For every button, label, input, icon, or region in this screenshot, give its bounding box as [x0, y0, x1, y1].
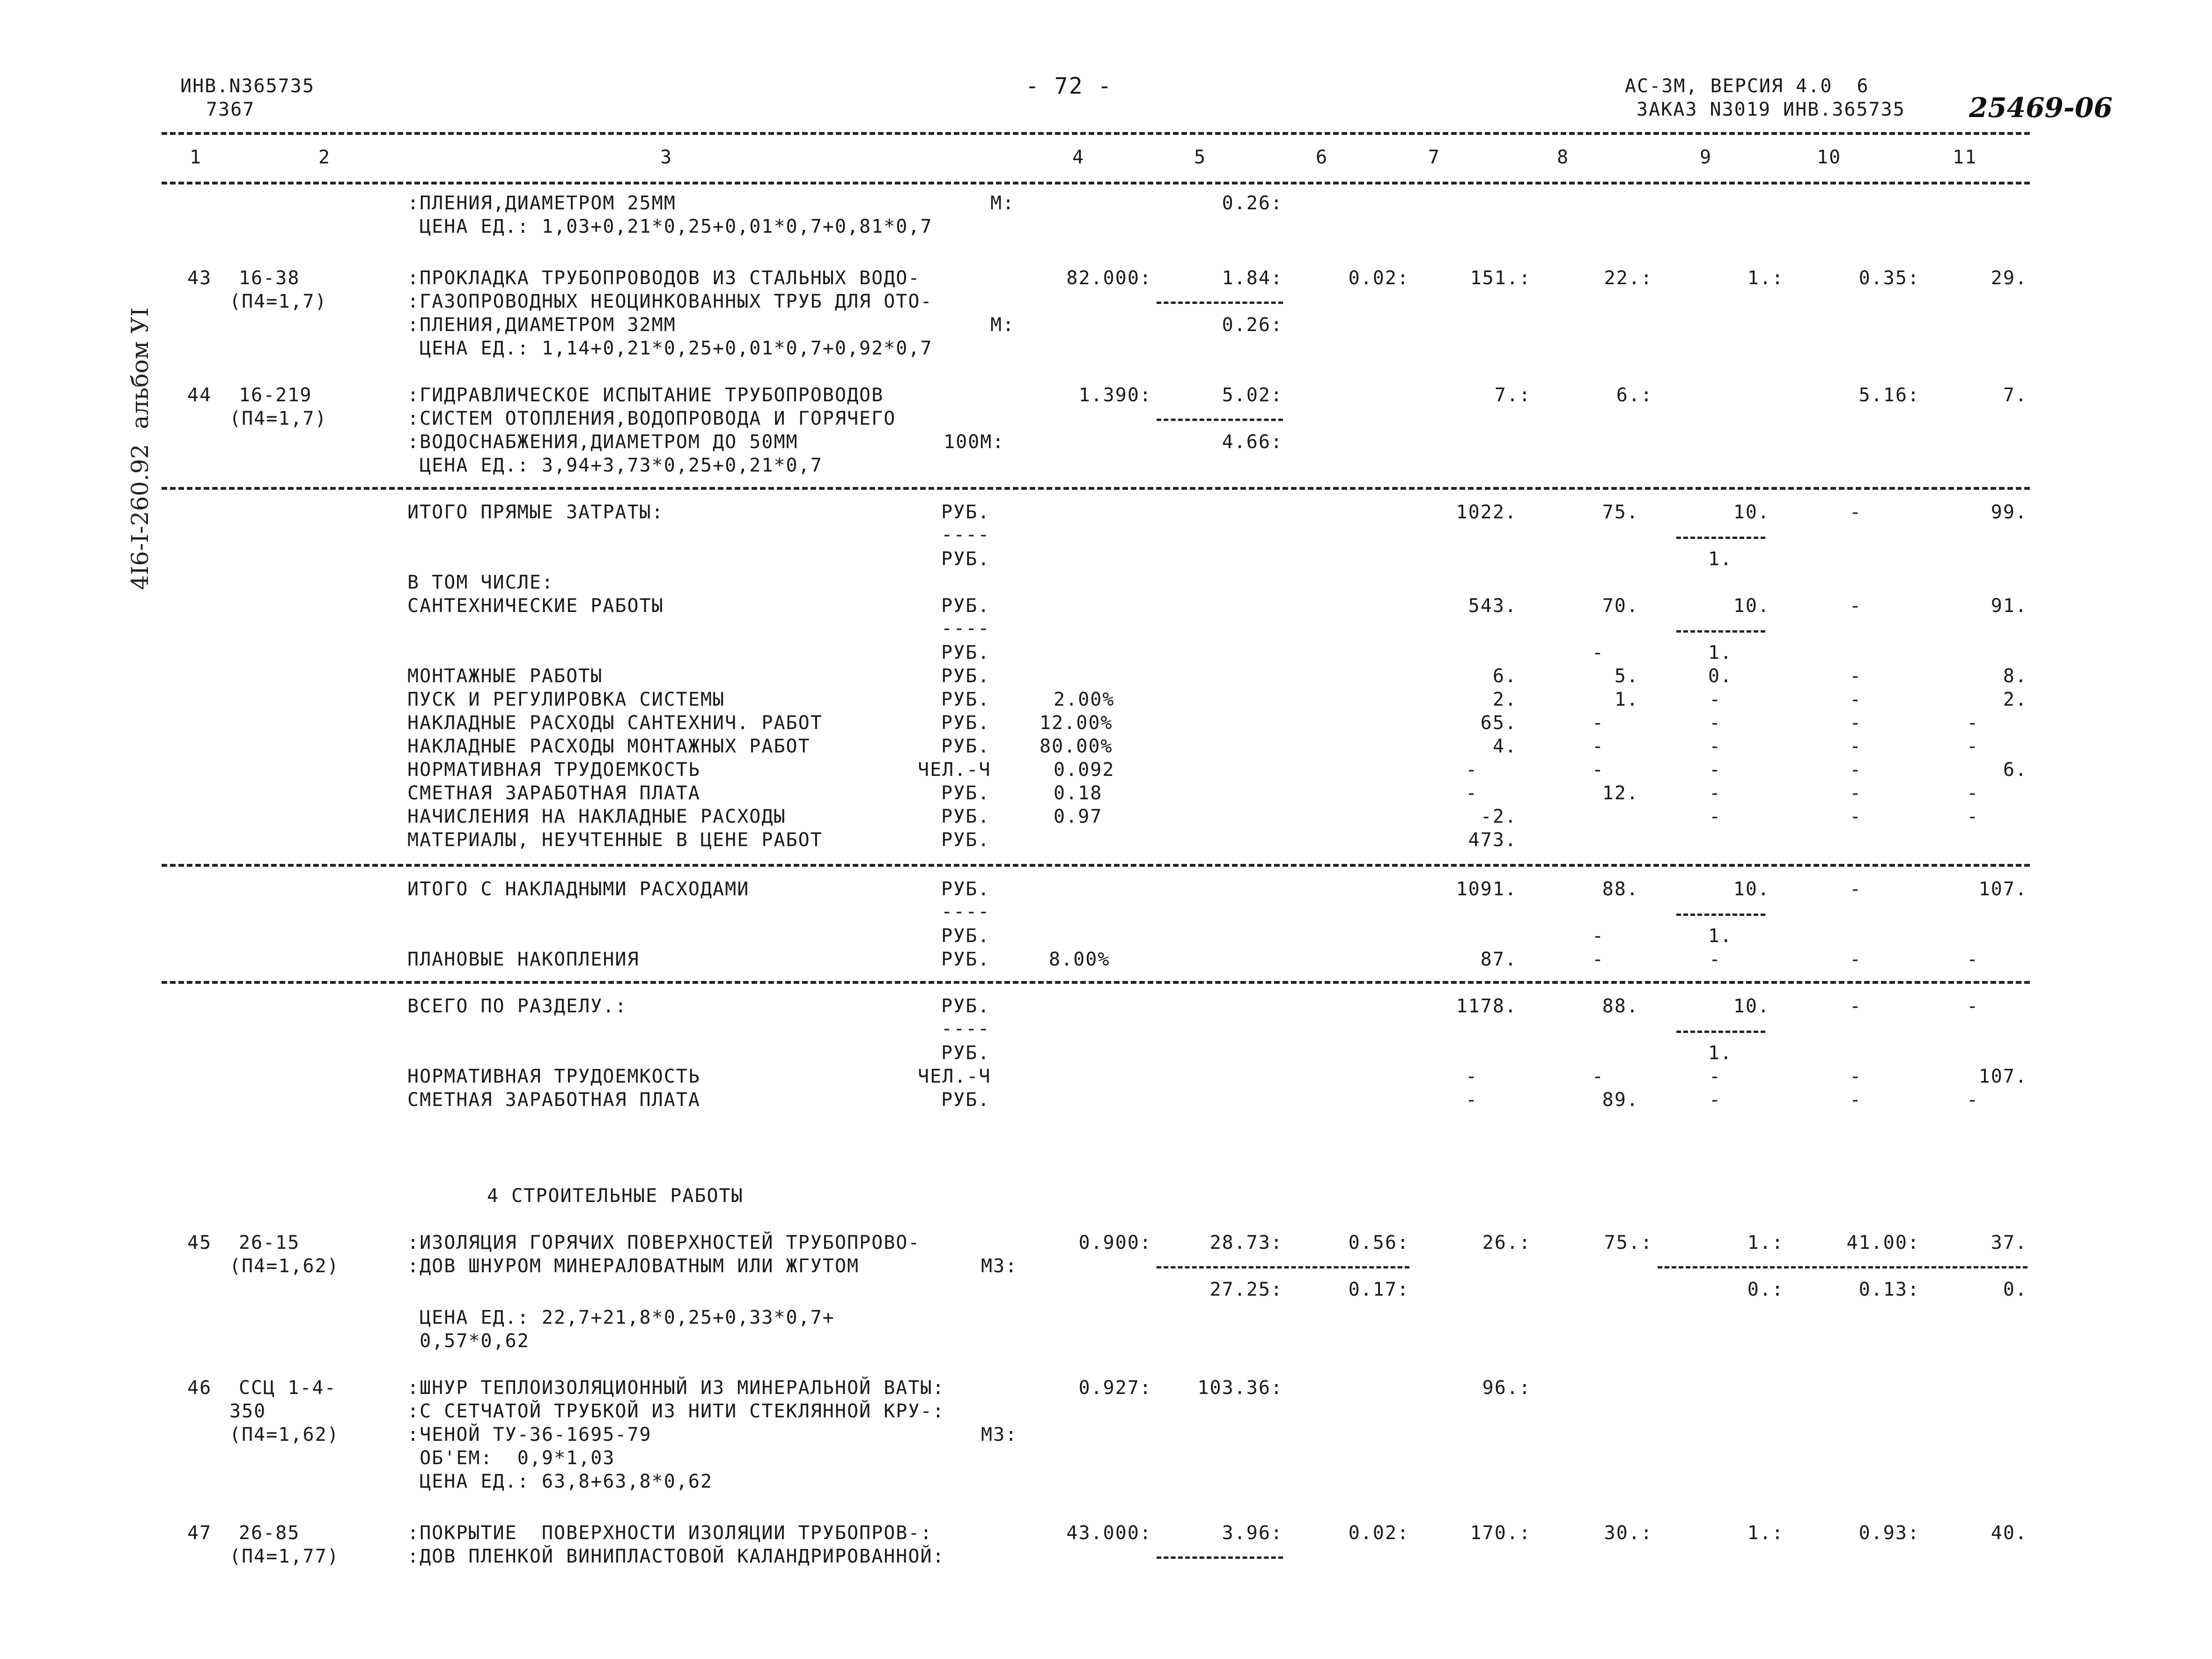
cell-col9b: 1.	[1708, 1042, 1733, 1064]
total-unit: РУБ.	[941, 548, 990, 570]
total-unit-dash: ----	[941, 901, 990, 922]
total-direct-label: ИТОГО ПРЯМЫЕ ЗАТРАТЫ:	[407, 501, 664, 523]
cell-col10: 5.16:	[1858, 384, 1920, 406]
cell-col7: 473.	[1468, 829, 1517, 851]
item-unit: М:	[990, 314, 1015, 336]
order-number: ЗАКАЗ N3019 ИНВ.365735	[1637, 99, 1905, 120]
cell-col10: -	[1850, 689, 1862, 710]
cell-col8: 88.	[1602, 878, 1639, 900]
line-label: СМЕТНАЯ ЗАРАБОТНАЯ ПЛАТА	[407, 782, 700, 804]
item-price: ЦЕНА ЕД.: 3,94+3,73*0,25+0,21*0,7	[407, 455, 823, 476]
cell-col7: 543.	[1468, 595, 1517, 617]
cell-col8: 12.	[1602, 782, 1639, 804]
cell-col7: 151.:	[1470, 267, 1531, 289]
cell-col8: -	[1592, 925, 1605, 947]
cell-col9: -	[1709, 689, 1722, 710]
cell-col9: -	[1709, 736, 1722, 757]
cell-col10: -	[1850, 665, 1862, 687]
section-total-label: ВСЕГО ПО РАЗДЕЛУ.:	[407, 995, 627, 1017]
item-description: :ПЛЕНИЯ,ДИАМЕТРОМ 25ММ	[407, 192, 676, 214]
item-code: 26-15	[239, 1232, 300, 1253]
total-unit: РУБ.	[941, 995, 990, 1017]
cell-col7: 4.	[1492, 736, 1517, 757]
item-code: ССЦ 1-4-	[239, 1377, 337, 1399]
total-unit-dash: ----	[941, 618, 990, 639]
cell-col10: 41.00:	[1846, 1232, 1920, 1253]
cell-col5: 5.02:	[1222, 384, 1283, 406]
cell-col11: 2.	[2003, 689, 2028, 710]
total-unit: РУБ.	[941, 642, 990, 664]
item-code: 16-38	[239, 267, 300, 289]
item-price: ЦЕНА ЕД.: 1,03+0,21*0,25+0,01*0,7+0,81*0,7	[407, 216, 933, 237]
cell-col8: 88.	[1602, 995, 1639, 1017]
cell-col9: 10.	[1733, 878, 1770, 900]
section-norm-label: НОРМАТИВНАЯ ТРУДОЕМКОСТЬ	[407, 1066, 700, 1087]
cell-col10: -	[1850, 995, 1862, 1017]
cell-col8: 22.:	[1604, 267, 1653, 289]
total-overhead-label: ИТОГО С НАКЛАДНЫМИ РАСХОДАМИ	[407, 878, 750, 900]
including-label: В ТОМ ЧИСЛЕ:	[407, 572, 554, 593]
item-description: :ВОДОСНАБЖЕНИЯ,ДИАМЕТРОМ ДО 50ММ	[407, 431, 798, 453]
item-code: 16-219	[239, 384, 312, 406]
item-description: :ДОВ ПЛЕНКОЙ ВИНИПЛАСТОВОЙ КАЛАНДРИРОВАННОЙ:	[407, 1546, 945, 1567]
item-unit: М3:	[981, 1424, 1018, 1445]
cell-col9b: 1.	[1708, 548, 1733, 570]
cell-col10: -	[1850, 595, 1862, 617]
cell-col11: 8.	[2003, 665, 2028, 687]
line-unit: РУБ.	[941, 689, 990, 710]
item-description: :ГИДРАВЛИЧЕСКОЕ ИСПЫТАНИЕ ТРУБОПРОВОДОВ	[407, 384, 884, 406]
cell-col8b: -	[1592, 642, 1605, 664]
column-header: 7	[1428, 147, 1441, 168]
cell-col10: -	[1850, 759, 1862, 781]
cell-col4: 0.927:	[1078, 1377, 1152, 1399]
line-label: МОНТАЖНЫЕ РАБОТЫ	[407, 665, 603, 687]
cell-col8: 75.	[1602, 501, 1639, 523]
cell-col8: -	[1592, 736, 1605, 757]
item-number: 45	[187, 1232, 212, 1253]
item-number: 43	[187, 267, 212, 289]
line-unit: РУБ.	[941, 736, 990, 757]
line-label: ПУСК И РЕГУЛИРОВКА СИСТЕМЫ	[407, 689, 725, 710]
item-price: ЦЕНА ЕД.: 22,7+21,8*0,25+0,33*0,7+	[407, 1307, 835, 1328]
section-wage-label: СМЕТНАЯ ЗАРАБОТНАЯ ПЛАТА	[407, 1089, 700, 1111]
cell-divider	[1157, 1266, 1409, 1268]
cell-col7: 1091.	[1456, 878, 1517, 900]
cell-col8: 1.	[1614, 689, 1639, 710]
item-description: :ПОКРЫТИЕ ПОВЕРХНОСТИ ИЗОЛЯЦИИ ТРУБОПРОВ-:	[407, 1522, 933, 1544]
cell-col10: -	[1850, 949, 1862, 970]
total-unit-dash: ----	[941, 524, 990, 546]
section-rule	[162, 981, 2030, 984]
page-number: - 72 -	[1025, 73, 1113, 99]
cell-col7: 2.	[1492, 689, 1517, 710]
item-description: :ПЛЕНИЯ,ДИАМЕТРОМ 32ММ	[407, 314, 676, 336]
cell-divider	[1157, 1556, 1283, 1559]
cell-col9: -	[1709, 949, 1722, 970]
item-description: :ИЗОЛЯЦИЯ ГОРЯЧИХ ПОВЕРХНОСТЕЙ ТРУБОПРОВО-	[407, 1232, 921, 1253]
column-header: 9	[1700, 147, 1712, 168]
column-header: 2	[318, 147, 331, 168]
cell-col9: 0.	[1708, 665, 1733, 687]
cell-col8: 89.	[1602, 1089, 1639, 1111]
handwritten-code: 25469-06	[1969, 92, 2113, 124]
cell-col9b: 0.:	[1747, 1279, 1784, 1300]
item-code: 350	[229, 1401, 266, 1422]
header-rule	[162, 132, 2030, 135]
item-number: 47	[187, 1522, 212, 1544]
total-unit: РУБ.	[941, 1089, 990, 1111]
cell-col9: 10.	[1733, 595, 1770, 617]
cell-col9b: 1.	[1708, 642, 1733, 664]
cell-col4: 80.00%	[1040, 736, 1113, 757]
cell-col6: 0.02:	[1348, 1522, 1409, 1544]
cell-col5: 1.84:	[1222, 267, 1283, 289]
cell-divider	[1658, 1266, 2028, 1268]
cell-col10: -	[1850, 501, 1862, 523]
cell-col9: -	[1709, 806, 1722, 827]
cell-col6b: 0.17:	[1348, 1279, 1409, 1300]
item-unit: М3:	[981, 1255, 1018, 1277]
column-header: 4	[1072, 147, 1085, 168]
item-coefficient: (П4=1,7)	[229, 291, 327, 312]
item-description: :ЧЕНОЙ ТУ-36-1695-79	[407, 1424, 652, 1445]
line-unit: РУБ.	[941, 806, 990, 827]
line-label: МАТЕРИАЛЫ, НЕУЧТЕННЫЕ В ЦЕНЕ РАБОТ	[407, 829, 823, 851]
planned-label: ПЛАНОВЫЕ НАКОПЛЕНИЯ	[407, 949, 640, 970]
line-label: НОРМАТИВНАЯ ТРУДОЕМКОСТЬ	[407, 759, 700, 781]
item-number: 44	[187, 384, 212, 406]
cell-col9b: 1.	[1708, 925, 1733, 947]
cell-col4: 0.18	[1054, 782, 1103, 804]
item-price: ЦЕНА ЕД.: 1,14+0,21*0,25+0,01*0,7+0,92*0,7	[407, 338, 933, 359]
column-header: 11	[1953, 147, 1977, 168]
cell-col7: -	[1466, 1066, 1478, 1087]
column-header: 6	[1316, 147, 1328, 168]
cell-col10: -	[1850, 878, 1862, 900]
item-coefficient: (П4=1,62)	[229, 1255, 339, 1277]
item-number: 46	[187, 1377, 212, 1399]
total-unit: РУБ.	[941, 595, 990, 617]
total-unit: РУБ.	[941, 925, 990, 947]
cell-col9: -	[1709, 782, 1722, 804]
inventory-number-2: 7367	[206, 99, 255, 120]
cell-col9: 1.:	[1747, 1232, 1784, 1253]
cell-col11: -	[1967, 782, 1979, 804]
section-title: 4 СТРОИТЕЛЬНЫЕ РАБОТЫ	[487, 1185, 744, 1207]
item-coefficient: (П4=1,77)	[229, 1546, 339, 1567]
cell-col8: -	[1592, 759, 1605, 781]
line-unit: ЧЕЛ.-Ч	[918, 759, 991, 781]
item-volume: ОБ'ЕМ: 0,9*1,03	[407, 1447, 615, 1469]
cell-divider	[1676, 537, 1765, 539]
item-price: 0,57*0,62	[407, 1330, 530, 1352]
cell-col8: -	[1592, 712, 1605, 734]
section-rule	[162, 864, 2030, 867]
column-header-rule	[162, 182, 2030, 184]
cell-col11: -	[1967, 806, 1979, 827]
cell-col11: -	[1967, 995, 1979, 1017]
cell-col8: 6.:	[1616, 384, 1653, 406]
cell-divider	[1676, 1031, 1765, 1033]
cell-col8: 30.:	[1604, 1522, 1653, 1544]
total-unit: ЧЕЛ.-Ч	[918, 1066, 991, 1087]
cell-col10: 0.93:	[1858, 1522, 1920, 1544]
cell-col7: -2.	[1480, 806, 1517, 827]
cell-col7: 87.	[1480, 949, 1517, 970]
cell-col10: -	[1850, 806, 1862, 827]
cell-col5: 0.26:	[1222, 192, 1283, 214]
cell-col5: 3.96:	[1222, 1522, 1283, 1544]
cell-col5: 28.73:	[1209, 1232, 1283, 1253]
cell-col11: 91.	[1991, 595, 2028, 617]
cell-col4: 2.00%	[1054, 689, 1115, 710]
cell-col9: -	[1709, 1089, 1722, 1111]
cell-col11: -	[1967, 712, 1979, 734]
item-coefficient: (П4=1,7)	[229, 408, 327, 429]
column-header: 3	[660, 147, 673, 168]
cell-col7: 65.	[1480, 712, 1517, 734]
cell-col4: 12.00%	[1040, 712, 1113, 734]
line-unit: РУБ.	[941, 829, 990, 851]
cell-col4: 0.900:	[1078, 1232, 1152, 1253]
cell-col9: 10.	[1733, 501, 1770, 523]
cell-col11: 40.	[1991, 1522, 2028, 1544]
cell-col4: 82.000:	[1066, 267, 1152, 289]
cell-divider	[1157, 419, 1283, 421]
item-description: :СИСТЕМ ОТОПЛЕНИЯ,ВОДОПРОВОДА И ГОРЯЧЕГО	[407, 408, 896, 429]
item-description: :С СЕТЧАТОЙ ТРУБКОЙ ИЗ НИТИ СТЕКЛЯННОЙ КРУ-:	[407, 1401, 945, 1422]
cell-col5b: 4.66:	[1222, 431, 1283, 453]
item-description: :ШНУР ТЕПЛОИЗОЛЯЦИОННЫЙ ИЗ МИНЕРАЛЬНОЙ ВАТЫ:	[407, 1377, 945, 1399]
cell-col9: -	[1709, 1066, 1722, 1087]
line-unit: РУБ.	[941, 665, 990, 687]
plumbing-label: САНТЕХНИЧЕСКИЕ РАБОТЫ	[407, 595, 664, 617]
cell-col4: 0.97	[1054, 806, 1103, 827]
cell-col9: 10.	[1733, 995, 1770, 1017]
inventory-number: ИНВ.N365735	[180, 75, 315, 97]
cell-col11: 7.	[2003, 384, 2028, 406]
cell-col7: 96.:	[1482, 1377, 1531, 1399]
item-description: :ГАЗОПРОВОДНЫХ НЕОЦИНКОВАННЫХ ТРУБ ДЛЯ ОТО-	[407, 291, 933, 312]
column-header: 5	[1194, 147, 1207, 168]
column-header: 1	[190, 147, 202, 168]
album-side-label: 4I6-I-260.92 альбом УI	[126, 307, 154, 590]
line-label: НАКЛАДНЫЕ РАСХОДЫ МОНТАЖНЫХ РАБОТ	[407, 736, 811, 757]
cell-col5b: 27.25:	[1209, 1279, 1283, 1300]
cell-col10: -	[1850, 782, 1862, 804]
item-unit: 100М:	[944, 431, 1005, 453]
cell-col8: -	[1592, 1066, 1605, 1087]
total-unit-dash: ----	[941, 1018, 990, 1040]
item-price: ЦЕНА ЕД.: 63,8+63,8*0,62	[407, 1471, 713, 1492]
cell-col8: 5.	[1614, 665, 1639, 687]
cell-col4: 8.00%	[1049, 949, 1110, 970]
cell-col11: -	[1967, 949, 1979, 970]
item-code: 26-85	[239, 1522, 300, 1544]
cell-col8: 70.	[1602, 595, 1639, 617]
cell-col7: 1022.	[1456, 501, 1517, 523]
total-unit: РУБ.	[941, 949, 990, 970]
cell-col6: 0.02:	[1348, 267, 1409, 289]
cell-col7: 26.:	[1482, 1232, 1531, 1253]
item-unit: М:	[990, 192, 1015, 214]
cell-col10b: 0.13:	[1858, 1279, 1920, 1300]
cell-col8: 75.:	[1604, 1232, 1653, 1253]
line-unit: РУБ.	[941, 782, 990, 804]
line-label: НАКЛАДНЫЕ РАСХОДЫ САНТЕХНИЧ. РАБОТ	[407, 712, 823, 734]
cell-col9: 1.:	[1747, 1522, 1784, 1544]
column-header: 10	[1817, 147, 1842, 168]
item-description: :ДОВ ШНУРОМ МИНЕРАЛОВАТНЫМ ИЛИ ЖГУТОМ	[407, 1255, 860, 1277]
cell-col11b: 0.	[2003, 1279, 2028, 1300]
cell-col5b: 0.26:	[1222, 314, 1283, 336]
cell-col10: -	[1850, 1066, 1862, 1087]
cell-col7: -	[1466, 1089, 1478, 1111]
cell-col9: -	[1709, 712, 1722, 734]
item-coefficient: (П4=1,62)	[229, 1424, 339, 1445]
cell-col11: 37.	[1991, 1232, 2028, 1253]
cell-col7: 1178.	[1456, 995, 1517, 1017]
cell-divider	[1676, 630, 1765, 633]
cell-col11: -	[1967, 736, 1979, 757]
cell-divider	[1157, 302, 1283, 304]
cell-col10: 0.35:	[1858, 267, 1920, 289]
program-version: АС-3М, ВЕРСИЯ 4.0 6	[1625, 75, 1869, 97]
cell-col5: 103.36:	[1197, 1377, 1283, 1399]
cell-col4: 1.390:	[1078, 384, 1152, 406]
cell-divider	[1676, 914, 1765, 916]
cell-col9: 1.:	[1747, 267, 1784, 289]
cell-col7: -	[1466, 759, 1478, 781]
cell-col11: 107.	[1978, 1066, 2028, 1087]
cell-col11: 6.	[2003, 759, 2028, 781]
cell-col10: -	[1850, 1089, 1862, 1111]
column-header: 8	[1557, 147, 1570, 168]
cell-col8b: -	[1592, 949, 1605, 970]
section-rule	[162, 487, 2030, 490]
cell-col4: 43.000:	[1066, 1522, 1152, 1544]
cell-col11: 107.	[1978, 878, 2028, 900]
cell-col4: 0.092	[1054, 759, 1115, 781]
cell-col10: -	[1850, 712, 1862, 734]
cell-col7: 7.:	[1494, 384, 1531, 406]
cell-col7: -	[1466, 782, 1478, 804]
cell-col6: 0.56:	[1348, 1232, 1409, 1253]
total-unit: РУБ.	[941, 501, 990, 523]
line-unit: РУБ.	[941, 712, 990, 734]
item-description: :ПРОКЛАДКА ТРУБОПРОВОДОВ ИЗ СТАЛЬНЫХ ВОДО-	[407, 267, 921, 289]
cell-col11: -	[1967, 1089, 1979, 1111]
total-unit: РУБ.	[941, 1042, 990, 1064]
cell-col7: 170.:	[1470, 1522, 1531, 1544]
total-unit: РУБ.	[941, 878, 990, 900]
cell-col11: 99.	[1991, 501, 2028, 523]
cell-col10: -	[1850, 736, 1862, 757]
cell-col11: 29.	[1991, 267, 2028, 289]
line-label: НАЧИСЛЕНИЯ НА НАКЛАДНЫЕ РАСХОДЫ	[407, 806, 786, 827]
cell-col7: 6.	[1492, 665, 1517, 687]
cell-col9: -	[1709, 759, 1722, 781]
